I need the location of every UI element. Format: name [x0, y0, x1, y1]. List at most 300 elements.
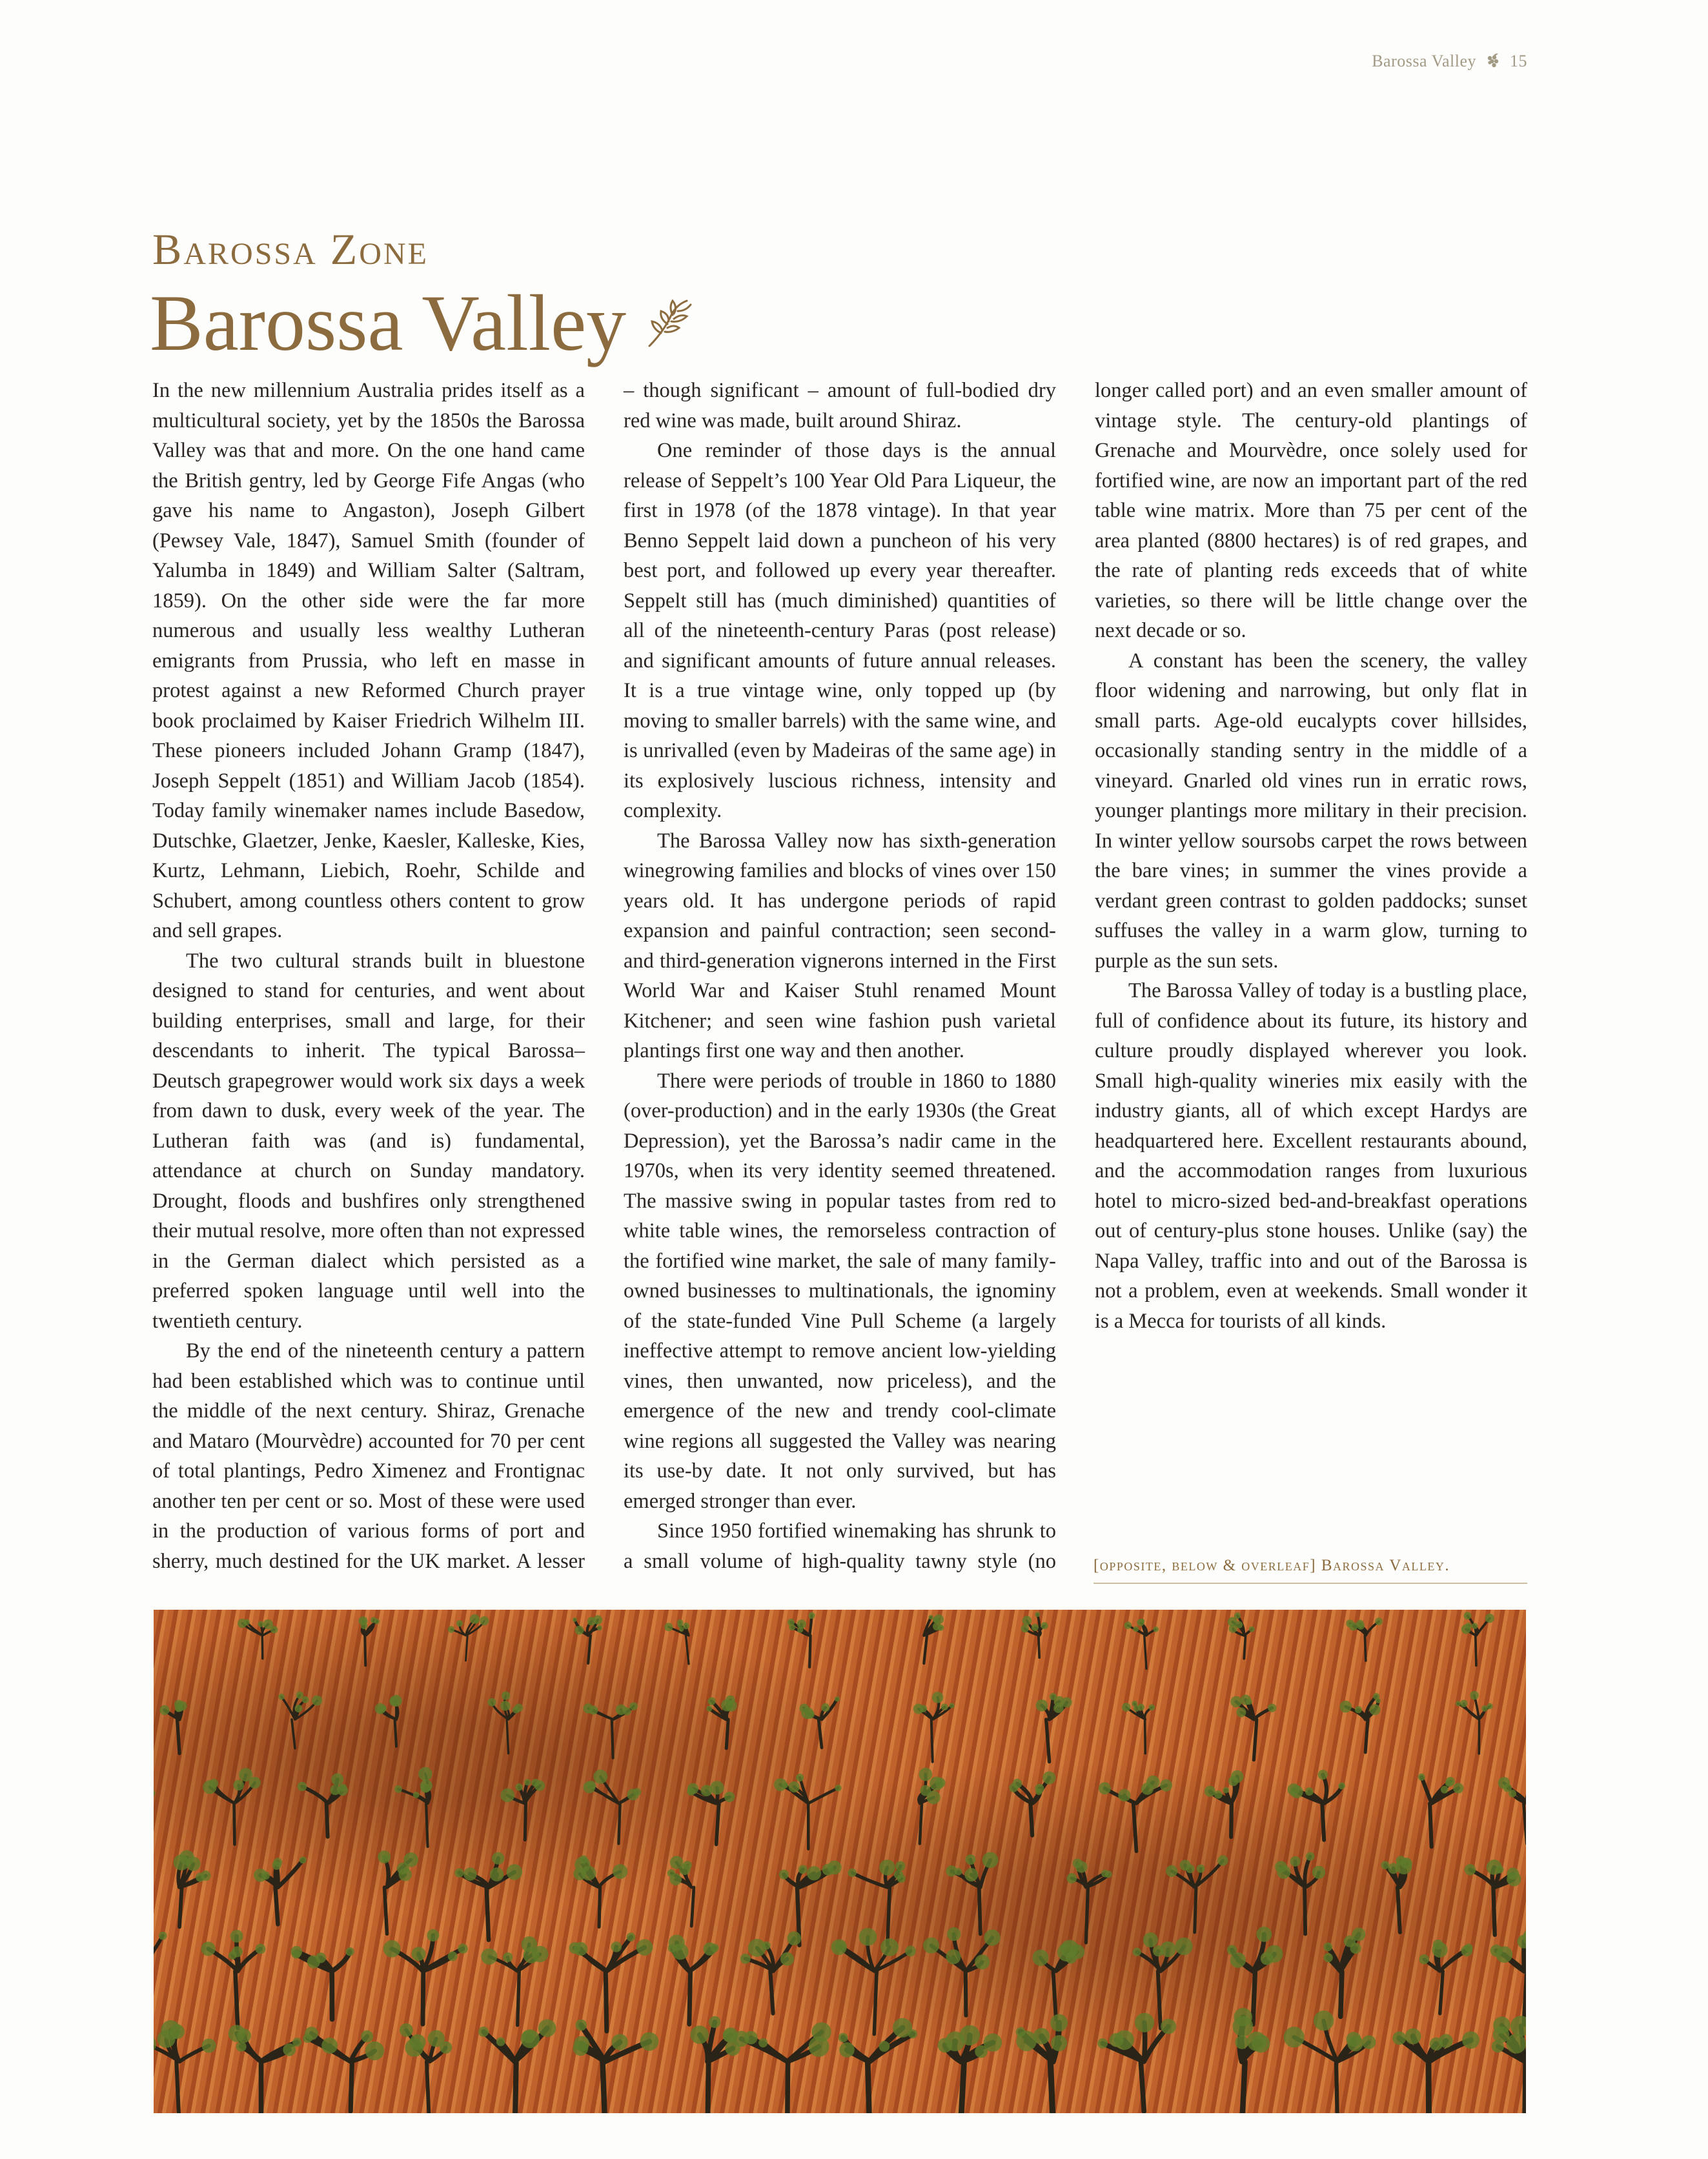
vine-leaf	[1481, 1705, 1488, 1712]
vine-leaf	[1261, 1952, 1274, 1965]
vine-leaf	[1256, 1927, 1272, 1942]
vine-leaf	[879, 1860, 895, 1876]
vine-leaf	[800, 1703, 809, 1712]
vine-leaf	[796, 1774, 804, 1781]
vine-plant	[706, 1696, 737, 1748]
paragraph: One reminder of those days is the annual release of Seppelt’s 100 Year Old Para Liqueur, the first in 1978 (of the 1878 vintage). In that year Benno Seppelt laid down a puncheon of his very best port, and followed up every year thereafter. Seppelt still has (much diminished) quantities of all of the nineteenth-century Paras (post release) and significant amounts of future annual releases. It is a true vintage wine, only topped up (by moving to smaller barrels) with the same wine, and is unrivalled (even by Madeiras of the same age) in its explosively luscious richness, intensity and complexity.	[624, 439, 1056, 822]
vine-leaf	[1160, 1941, 1175, 1957]
vine-leaf	[233, 1779, 244, 1790]
vine-leaf	[1234, 1612, 1241, 1619]
vine-plant	[1066, 1858, 1112, 1942]
vine-leaf	[897, 1874, 906, 1883]
vine-leaf	[1465, 1943, 1473, 1952]
vine-leaf	[236, 2042, 247, 2052]
vine-leaf	[1369, 1704, 1380, 1715]
vine-plant	[913, 1692, 955, 1762]
vine-leaf	[929, 1615, 933, 1619]
vine-leaf	[1306, 1852, 1314, 1860]
vine-plant	[487, 1691, 523, 1753]
vine-plant	[375, 1695, 402, 1747]
vine-plant	[1227, 1927, 1283, 2025]
vine-leaf	[470, 1614, 480, 1624]
vine-leaf	[478, 2027, 489, 2037]
running-head-title: Barossa Valley	[1372, 52, 1476, 70]
vine-leaf	[895, 1861, 905, 1870]
paragraph: The Barossa Valley now has sixth-generation winegrowing families and blocks of vines over 150 years old. It has undergone periods of rapid expansion and painful contraction; seen second- and third-generation vignerons interned in the First World War and Kaiser Stuhl renamed Mount Kitchener; and seen wine fashion push varietal plantings first one way and then another.	[624, 829, 1056, 1062]
vine-leaf	[1051, 2035, 1067, 2051]
vine-leaf	[294, 1705, 302, 1712]
vine-plant	[1323, 1928, 1365, 2017]
vine-leaf	[521, 2029, 540, 2048]
vine-leaf	[1439, 2034, 1453, 2048]
vine-leaf	[283, 2043, 296, 2056]
paragraph: In the new millennium Australia prides itself as a multicultural society, yet by the 1850s the Barossa Valley was that and more. On the one hand came the British gentry, led by George Fife Angas (who gave his name to Angaston), Joseph Gilbert (Pewsey Vale, 1847), Samuel Smith (founder of Yalumba in 1849) and William Salter (Saltram, 1859). On the other side were the far more numerous and usually less wealthy Lutheran emigrants from Prussia, who left en masse in protest against a new Reformed Church prayer book proclaimed by Kaiser Friedrich Wilhelm III. These pioneers included Johann Gramp (1847), Joseph Seppelt (1851) and William Jacob (1854). Today family winemaker names include Basedow, Dutschke, Glaetzer, Jenke, Kaesler, Kalleske, Kies, Kurtz, Lehmann, Liebich, Roehr, Schilde and Schubert, among countless others content to grow and sell grapes.	[152, 379, 585, 942]
vine-trunk	[1104, 1782, 1166, 1851]
vine-leaf	[593, 1770, 607, 1784]
vine-leaf	[1016, 2031, 1037, 2051]
vine-leaf	[1441, 1786, 1449, 1794]
vine-leaf	[1205, 1786, 1215, 1797]
vine-plant	[481, 1936, 548, 2025]
vine-leaf	[669, 1934, 685, 1951]
vine-leaf	[920, 1785, 931, 1796]
vine-leaf	[1013, 1779, 1022, 1789]
vine-plant	[667, 1856, 694, 1926]
vine-leaf	[835, 1696, 840, 1701]
vine-leaf	[782, 1782, 789, 1789]
vine-leaf	[1446, 1777, 1455, 1786]
vine-leaf	[1323, 1942, 1332, 1951]
vine-leaf	[201, 1870, 211, 1881]
vine-leaf	[278, 1694, 285, 1700]
vine-leaf	[710, 1781, 724, 1794]
vine-leaf	[290, 1946, 302, 1958]
vine-leaf	[848, 1869, 856, 1877]
vine-leaf	[627, 1932, 636, 1941]
vine-plant	[1456, 1691, 1493, 1754]
vine-leaf	[502, 1691, 510, 1699]
vine-leaf	[611, 1941, 622, 1952]
vine-plant	[1016, 2014, 1068, 2113]
vine-plant	[1419, 1940, 1472, 2014]
vine-trunk	[691, 1788, 730, 1845]
vine-plant	[569, 1932, 653, 2031]
vine-plant	[1205, 1770, 1244, 1837]
vine-plant	[1461, 1612, 1494, 1665]
paragraph: There were periods of trouble in 1860 to 1880 (over-production) and in the early 1930s (the Great Depression), yet the Barossa’s nadir came in the 1970s, when its very identity seemed threatened. The massive swing in popular tastes from red to white table wines, the remorseless contraction of the fortified wine market, the sale of many family-owned businesses to multinationals, the ignominy of the state-funded Vine Pull Scheme (a largely ineffective attempt to remove ancient low-yielding vines, then unwanted, now priceless), and the emergence of the new and trendy cool-climate wine regions all suggested the Valley was nearing its use-by date. It not only survived, but has emerged stronger than ever.	[624, 1069, 1056, 1513]
vine-leaf	[821, 1703, 829, 1712]
vine-leaf	[1496, 1865, 1503, 1873]
vine-leaf	[574, 2036, 589, 2051]
vine-plant	[448, 1614, 489, 1661]
vine-leaf	[1230, 1952, 1246, 1968]
vine-leaf	[1135, 2013, 1154, 2032]
vine-leaf	[1492, 2040, 1504, 2053]
vine-trunk	[154, 1936, 163, 2015]
vine-leaf	[758, 2038, 768, 2047]
vine-plant	[203, 1768, 260, 1844]
vine-leaf	[808, 1612, 815, 1619]
vine-leaf	[1054, 1696, 1064, 1707]
vine-leaf	[1234, 2008, 1252, 2026]
vine-leaf	[1066, 1873, 1077, 1883]
vine-leaf	[938, 2038, 953, 2053]
vineyard-photo	[154, 1610, 1526, 2113]
vine-leaf	[950, 1703, 955, 1708]
vine-leaf	[1472, 1623, 1478, 1629]
vine-leaf	[1401, 1858, 1412, 1869]
vine-leaf	[593, 1616, 602, 1625]
vine-leaf	[1268, 1703, 1276, 1712]
vine-leaf	[158, 2030, 176, 2048]
vine-leaf	[839, 2033, 848, 2043]
vine-plant	[1009, 1771, 1055, 1835]
vine-leaf	[575, 2020, 587, 2031]
vine-leaf	[481, 1949, 497, 1965]
vine-leaf	[964, 1868, 978, 1881]
vine-plant	[1346, 1617, 1383, 1661]
vine-leaf	[1339, 1701, 1352, 1713]
vine-leaf	[1073, 1858, 1083, 1868]
vine-plant	[573, 2020, 659, 2113]
vine-leaf	[1349, 1622, 1357, 1630]
vine-leaf	[707, 1698, 715, 1705]
vine-plant	[740, 1931, 801, 2013]
vine-leaf	[574, 1942, 587, 1956]
vine-leaf	[1493, 2027, 1510, 2043]
paragraph: Since 1950 fortified winemaking has shrunk to a small volume of high-quality tawny style (no longer called port) and an even smaller amount of vintage style. The century-old plantings of Grenache and Mourvèdre, once solely used for fortified wine, are now an important part of the red table wine matrix. More than 75 per cent of the area planted (8800 hectares) is of red grapes, and the rate of planting reds exceeds that of white varieties, so there will be little change over the next decade or so.	[624, 379, 1527, 1573]
vine-leaf	[389, 1696, 399, 1706]
vine-leaf	[613, 1864, 627, 1879]
vine-plant	[733, 2022, 831, 2113]
vine-leaf	[780, 1952, 794, 1966]
vine-leaf	[256, 1944, 266, 1954]
vine-leaf	[458, 1943, 468, 1954]
vine-leaf	[272, 1861, 281, 1870]
vine-leaf	[1405, 2029, 1421, 2045]
page-title-text: Barossa Valley	[150, 279, 627, 367]
vine-leaf	[920, 1705, 927, 1712]
vine-leaf	[186, 1857, 200, 1871]
paragraph: By the end of the nineteenth century a pattern had been established which was to continue until the middle of the next century. Shiraz, Grenache and Mataro (Mourvèdre) accounted for 70 per cent of total plantings, Pedro Ximenez and Frontignac another ten per cent or so. Most of these were used in the production of various forms of port and sherry, much destined for the UK market. A lesser – though significant – amount of full-bodied dry red wine was made, built around Shiraz.	[152, 379, 1056, 1573]
vine-trunk	[260, 1860, 303, 1925]
vine-plant	[278, 1692, 322, 1748]
vine-leaf	[679, 1627, 684, 1632]
vine-leaf	[664, 1623, 673, 1631]
vine-plant	[1339, 1693, 1381, 1752]
vine-leaf	[880, 1938, 899, 1956]
vine-leaf	[516, 1783, 523, 1790]
vine-plant	[1228, 1612, 1255, 1659]
vine-trunk	[852, 1866, 901, 1945]
vine-plant	[1288, 1770, 1345, 1840]
vine-plant	[1099, 1776, 1172, 1851]
vine-leaf	[1217, 1856, 1228, 1866]
vine-leaf	[254, 1869, 267, 1882]
vine-leaf	[232, 1946, 243, 1957]
vine-leaf	[456, 1620, 463, 1627]
vine-leaf	[1133, 1627, 1139, 1632]
vine-plant	[378, 1850, 418, 1934]
vine-leaf	[1347, 2032, 1361, 2047]
vine-leaf	[302, 1696, 309, 1703]
vine-leaf	[859, 1928, 877, 1946]
vine-leaf	[375, 1703, 386, 1714]
vine-leaf	[1041, 1622, 1048, 1629]
vine-leaf	[500, 1789, 514, 1803]
vine-leaf	[201, 1941, 216, 1956]
vine-leaf	[807, 1866, 821, 1880]
vine-leaf	[724, 1792, 735, 1802]
vine-leaf	[159, 1705, 169, 1715]
vine-leaf	[597, 1625, 602, 1630]
vine-plant	[174, 1850, 211, 1927]
vine-plant	[1498, 1777, 1526, 1844]
vine-leaf	[629, 1702, 637, 1710]
vine-leaf	[176, 1706, 181, 1712]
vine-leaf	[1101, 1870, 1109, 1878]
paragraph: The Barossa Valley of today is a bustling place, full of confidence about its future, its history and culture proudly displayed wherever you look. Small high-quality wineries mix easily with the industry giants, all of which except Hardys are headquartered here. Excellent restaurants abound, and the accommodation ranges from luxurious hotel to micro-sized bed-and-breakfast operations out of century-plus stone houses. Unlike (say) the Napa Valley, traffic into and out of the Barossa is not a problem, even at weekends. Small wonder it is a Mecca for tourists of all kinds.	[1095, 979, 1527, 1333]
page-number: 15	[1510, 52, 1527, 70]
vine-leaf	[503, 1952, 513, 1962]
vine-plant	[584, 1770, 642, 1844]
vine-plant	[800, 1696, 840, 1748]
vine-leaf	[496, 2037, 505, 2046]
vine-plant	[154, 2020, 216, 2113]
vine-plant	[573, 1856, 627, 1927]
vine-leaf	[298, 1782, 307, 1792]
vine-leaf	[932, 1692, 944, 1703]
vine-leaf	[427, 1929, 439, 1941]
vine-leaf	[1490, 1945, 1503, 1957]
vine-leaf	[1141, 1783, 1154, 1795]
vine-plant	[1036, 1693, 1072, 1762]
vine-leaf	[1236, 1707, 1246, 1717]
vine-leaf	[703, 1942, 716, 1955]
vine-leaf	[1118, 1789, 1130, 1801]
vine-leaf	[1160, 1779, 1172, 1792]
vine-plant	[454, 1852, 522, 1940]
vine-leaf	[1110, 2033, 1124, 2047]
vine-leaf	[1230, 1696, 1241, 1707]
vine-leaf	[789, 1781, 800, 1792]
vine-leaf	[798, 1865, 808, 1874]
vine-leaf	[1229, 1625, 1237, 1633]
vine-leaf	[1373, 1693, 1379, 1699]
vine-leaf	[1507, 1868, 1519, 1880]
vine-leaf	[1032, 1950, 1048, 1966]
vine-leaf	[365, 2042, 384, 2060]
vine-leaf	[612, 2034, 628, 2050]
vine-plant	[229, 2025, 301, 2112]
vine-leaf	[383, 1940, 401, 1958]
vine-leaf	[1175, 1938, 1192, 1955]
vine-leaf	[1122, 1703, 1131, 1712]
vine-leaf	[1241, 1695, 1251, 1705]
vine-trunk	[1126, 1703, 1152, 1753]
vine-leaf	[1487, 1703, 1492, 1709]
vine-leaf	[633, 1788, 641, 1796]
vine-leaf	[1153, 1627, 1159, 1632]
vine-leaf	[1375, 1617, 1383, 1625]
vine-plant	[668, 1934, 719, 2024]
vine-leaf	[839, 2042, 855, 2058]
vine-leaf	[933, 1616, 940, 1623]
vine-leaf	[709, 2016, 720, 2028]
vine-plant	[1032, 1940, 1084, 2019]
vine-plant	[584, 1702, 638, 1758]
vine-leaf	[307, 1955, 320, 1968]
vine-leaf	[984, 1929, 1000, 1945]
vine-plant	[1124, 1619, 1159, 1668]
vine-plant	[946, 1852, 998, 1934]
vine-plant	[573, 1616, 602, 1663]
vine-leaf	[513, 1707, 520, 1714]
vine-leaf	[1350, 1943, 1361, 1954]
vine-leaf	[984, 2033, 1002, 2051]
vine-leaf	[1460, 1700, 1467, 1707]
vine-leaf	[490, 1867, 504, 1881]
vine-plant	[691, 2016, 740, 2113]
vine-plant	[774, 1774, 842, 1849]
vine-leaf	[947, 1927, 961, 1941]
vine-plant	[383, 1929, 468, 2024]
vine-leaf	[154, 2035, 156, 2053]
vine-plant	[938, 2025, 1002, 2113]
vine-leaf	[1312, 1866, 1325, 1879]
vine-trunk	[308, 2033, 375, 2111]
vine-leaf	[454, 1869, 463, 1878]
vine-leaf	[965, 1854, 975, 1865]
vine-leaf	[159, 1932, 167, 1940]
vine-leaf	[930, 1776, 944, 1790]
vine-plant	[358, 1616, 380, 1665]
vine-leaf	[1235, 2036, 1248, 2049]
vine-leaf	[1323, 1953, 1332, 1962]
vine-leaf	[1318, 1770, 1328, 1779]
vine-leaf	[361, 2031, 373, 2043]
vine-trunk	[589, 1777, 637, 1844]
vine-leaf	[879, 2041, 890, 2052]
vine-trunk	[281, 1695, 317, 1748]
vine-leaf	[209, 1779, 218, 1788]
vine-leaf	[1510, 2016, 1526, 2036]
vine-leaf	[413, 1792, 420, 1798]
vine-leaf	[338, 1785, 348, 1796]
vine-leaf	[258, 1621, 264, 1628]
vine-leaf	[1418, 1774, 1425, 1781]
vine-leaf	[584, 1703, 594, 1714]
vine-leaf	[1509, 1790, 1516, 1798]
vine-leaf	[524, 1947, 540, 1963]
vine-leaf	[740, 1954, 751, 1964]
vine-leaf	[1456, 1701, 1461, 1706]
vine-leaf	[1032, 1624, 1039, 1631]
vine-leaf	[230, 1930, 243, 1943]
page-title	[150, 281, 697, 365]
vine-plant	[839, 2018, 917, 2113]
grape-cluster-icon	[1484, 52, 1502, 70]
vine-plant	[154, 1928, 167, 2015]
vine-leaf	[1355, 1706, 1362, 1713]
vine-leaf	[575, 1626, 584, 1635]
vine-leaf	[1133, 1948, 1141, 1956]
vine-leaf	[667, 1869, 675, 1877]
vine-leaf	[982, 1852, 999, 1868]
vine-trunk	[1294, 1775, 1342, 1840]
vine-plant	[1284, 2011, 1376, 2113]
vine-plant	[788, 1612, 815, 1667]
paragraph: The two cultural strands built in bluestone designed to stand for centuries, and went about building enterprises, small and large, for their descendants to inherit. The typical Barossa–Deutsch grapegrower would work six days a week from dawn to dusk, every week of the year. The Lutheran faith was (and is) fundamental, attendance at church on Sunday mandatory. Drought, floods and bushfires only strengthened their mutual resolve, more often than not expressed in the German dialect which persisted as a preferred spoken language until well into the twentieth century.	[152, 949, 585, 1333]
vine-leaf	[1314, 2011, 1334, 2031]
vine-leaf	[905, 1946, 916, 1957]
vine-leaf	[492, 1852, 504, 1865]
vine-leaf	[440, 2042, 452, 2054]
vine-leaf	[394, 1785, 402, 1793]
vine-trunk	[931, 1934, 993, 2015]
vine-leaf	[687, 1787, 695, 1796]
vine-leaf	[1149, 1704, 1155, 1710]
vine-leaf	[420, 1779, 432, 1792]
vine-plant	[159, 1700, 187, 1754]
vine-leaf	[410, 2034, 426, 2051]
vine-leaf	[448, 1951, 458, 1961]
vine-plant	[1492, 2016, 1526, 2113]
vine-plant	[1233, 2008, 1270, 2113]
photo-caption: [opposite, below & overleaf] Barossa Valley.	[1093, 1557, 1527, 1584]
vine-leaf	[1247, 2032, 1266, 2051]
vine-trunk	[451, 1619, 484, 1660]
vine-leaf	[587, 1781, 596, 1790]
vine-trunk	[804, 1699, 837, 1748]
vine-plant	[400, 2023, 452, 2113]
vine-leaf	[1223, 1787, 1229, 1794]
vine-plant	[1465, 1860, 1521, 1935]
vine-leaf	[574, 1857, 590, 1872]
vine-leaf	[463, 1867, 476, 1880]
vine-leaf	[400, 2023, 413, 2037]
vine-leaf	[303, 2034, 312, 2043]
vine-leaf	[331, 1773, 343, 1785]
vine-trunk	[1424, 1945, 1469, 2014]
vine-leaf	[412, 1947, 426, 1961]
paragraph: A constant has been the scenery, the valley floor widening and narrowing, but only flat in small parts. Age-old eucalypts cover hillsides, occasionally standing sentry in the middle of a vineyard. Gnarled old vines run in erratic rows, younger plantings more military in their precision. In winter yellow soursobs carpet the rows between the bare vines; in summer the vines provide a verdant green contrast to golden paddocks; sunset suffuses the valley in a warm glow, turning to purple as the sun sets.	[1095, 649, 1527, 973]
vine-leaf	[1465, 1623, 1472, 1629]
vine-plant	[1122, 1701, 1155, 1754]
vine-leaf	[835, 1785, 841, 1791]
vine-leaf	[748, 1939, 766, 1957]
vine-leaf	[919, 1768, 932, 1781]
vine-leaf	[538, 2019, 556, 2036]
vine-leaf	[239, 1768, 252, 1781]
vine-leaf	[706, 1706, 712, 1712]
vine-leaf	[321, 2038, 338, 2054]
vine-leaf	[1180, 1860, 1191, 1870]
vine-leaf	[1214, 1790, 1223, 1799]
body-text	[152, 376, 1527, 1586]
vine-leaf	[1392, 2031, 1406, 2045]
vine-leaf	[831, 1939, 847, 1954]
vine-leaf	[1099, 1782, 1111, 1794]
vine-leaf	[371, 1617, 376, 1623]
vine-leaf	[822, 1864, 834, 1876]
vine-trunk	[1128, 1621, 1155, 1668]
vine-leaf	[448, 1626, 454, 1632]
vine-plant	[303, 2027, 384, 2111]
vine-leaf	[480, 1616, 489, 1625]
vine-leaf	[1132, 1701, 1137, 1707]
vine-leaf	[312, 1696, 322, 1706]
